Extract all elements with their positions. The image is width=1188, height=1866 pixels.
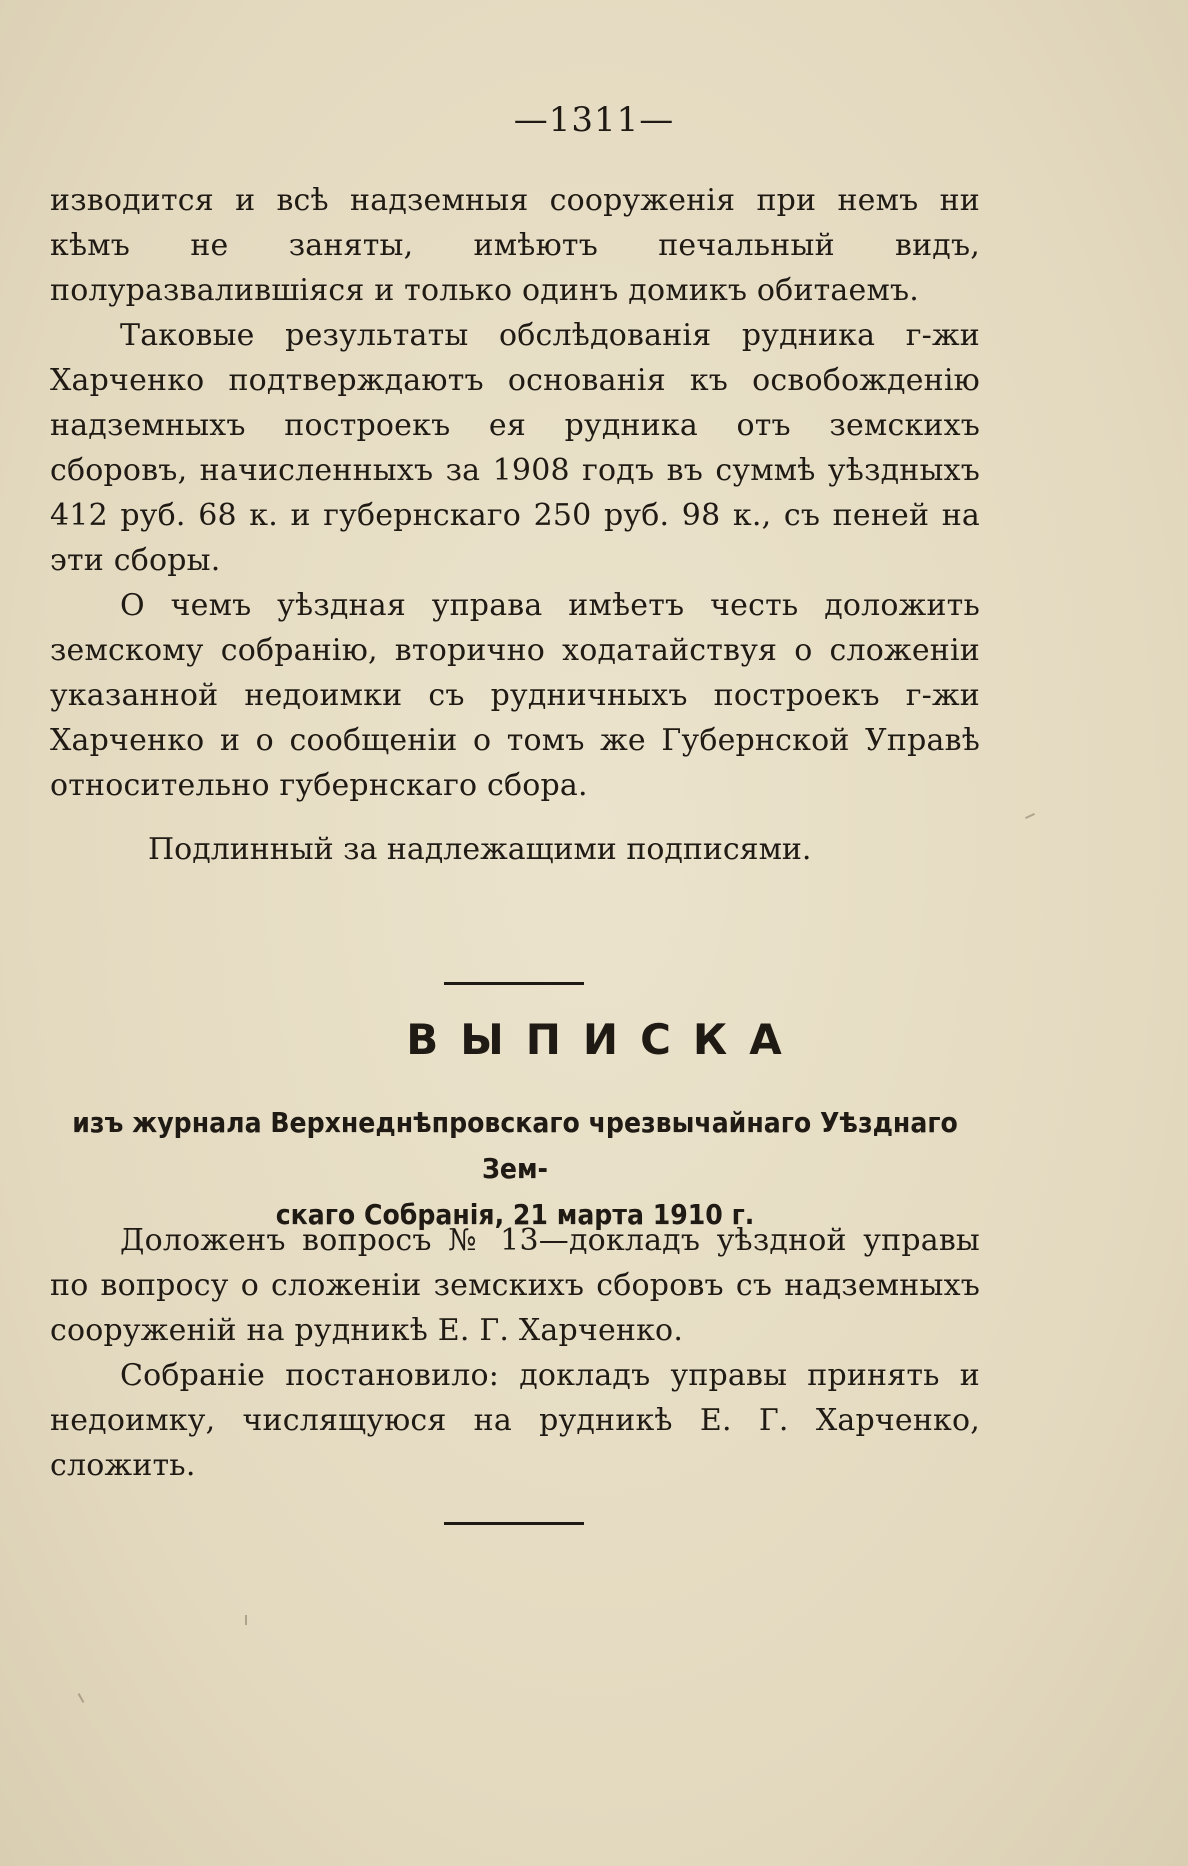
paper-speck <box>78 1693 85 1703</box>
paragraph-question: Доложенъ вопросъ № 13—докладъ уѣздной управы по вопросу о сложеніи земскихъ сборовъ съ надземныхъ сооруженій на рудникѣ Е. Г. Харченко. <box>50 1223 980 1348</box>
subheading-line-2: скаго Собранія, 21 марта 1910 г. <box>275 1198 755 1231</box>
paper-speck <box>245 1615 247 1625</box>
divider-rule-top <box>444 982 584 985</box>
paragraph-resolution: Собраніе постановило: докладъ управы принять и недоимку, числящуюся на рудникѣ Е. Г. Харченко, сложить. <box>50 1358 980 1483</box>
paragraph-results: Таковые результаты обслѣдованія рудника г-жи Харченко подтверждаютъ основанія къ освобожденію надземныхъ построекъ ея рудника отъ земскихъ сборовъ, начисленныхъ за 1908 годъ въ суммѣ уѣздныхъ 412 руб. 68 к. и губернскаго 250 руб. 98 к., съ пеней на эти сборы. <box>50 318 980 578</box>
signature-note: Подлинный за надлежащими подписями. <box>148 832 812 867</box>
bottom-text-section <box>50 1218 980 1488</box>
top-text-section <box>50 178 980 808</box>
divider-rule-bottom <box>444 1522 584 1525</box>
page-number: —1311— <box>513 100 675 140</box>
subheading-line-1: изъ журнала Верхнеднѣпровскаго чрезвычайнаго Уѣзднаго Зем- <box>72 1106 958 1185</box>
paragraph-continuation: изводится и всѣ надземныя сооруженія при немъ ни кѣмъ не заняты, имѣютъ печальный видъ, полуразвалившіяся и только одинъ домикъ обитаемъ. <box>50 183 980 308</box>
paragraph-petition: О чемъ уѣздная управа имѣетъ честь доложить земскому собранію, вторично ходатайствуя о сложеніи указанной недоимки съ рудничныхъ построекъ г-жи Харченко и о сообщеніи о томъ же Губернской Управѣ относительно губернскаго сбора. <box>50 588 980 803</box>
paper-speck <box>1025 813 1035 819</box>
section-heading: ВЫПИСКА <box>406 1015 804 1064</box>
